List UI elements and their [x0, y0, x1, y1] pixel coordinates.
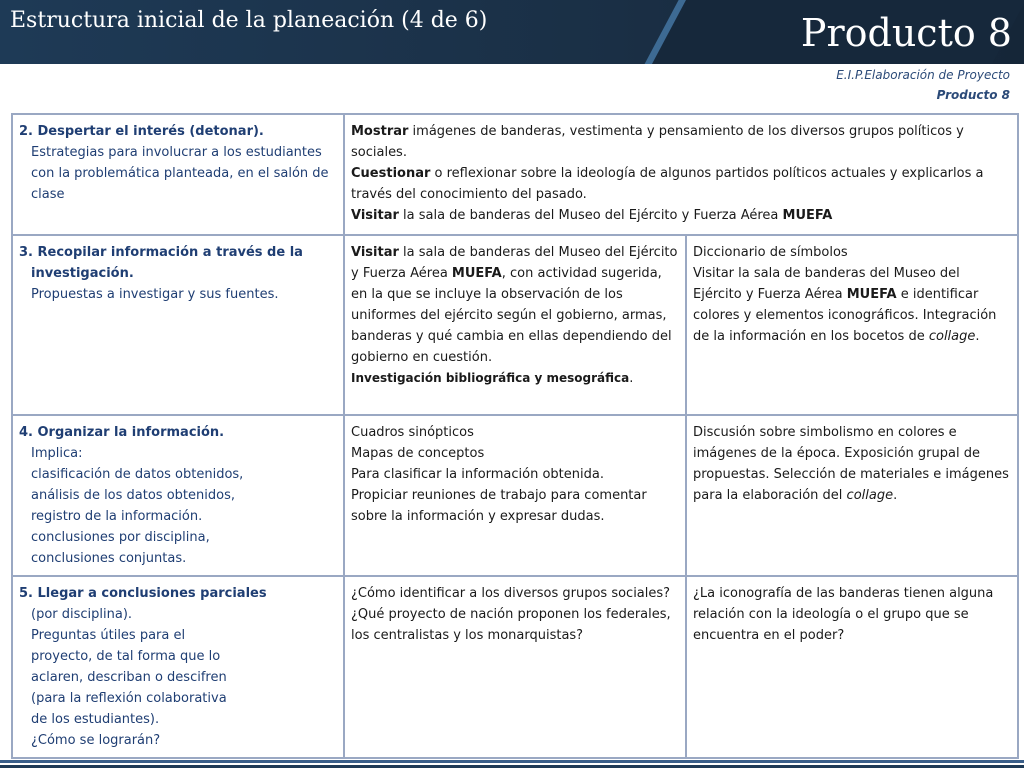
stage-description: Propuestas a investigar y sus fuentes. [31, 287, 279, 302]
table-row [12, 415, 1018, 576]
planning-table [11, 113, 1019, 759]
stage-title: 5. Llegar a conclusiones parciales [19, 586, 267, 601]
resource-cell: ¿La iconografía de las banderas tienen alguna relación con la ideología o el grupo que se encuentra en el poder? [686, 576, 1018, 758]
table-row [12, 114, 1018, 235]
stage-cell: 5. Llegar a conclusiones parciales (por disciplina). Preguntas útiles para el proyecto, de tal forma que lo aclaren, describan o descifren (para la reflexión colaborativa de los estudiantes). ¿Cómo se lograrán? [12, 576, 344, 758]
subtitle-project: E.I.P.Elaboración de Proyecto [836, 68, 1010, 82]
resource-cell: Discusión sobre simbolismo en colores e imágenes de la época. Exposición grupal de propuestas. Selección de materiales e imágenes para la elaboración del collage. [686, 415, 1018, 576]
activity-cell [344, 114, 1018, 235]
stage-description: Estrategias para involucrar a los estudiantes con la problemática planteada, en el salón de clase [31, 145, 329, 202]
resource-cell: Diccionario de símbolos Visitar la sala de banderas del Museo del Ejército y Fuerza Aérea MUEFA e identificar colores y elementos iconográficos. Integración de la información en los bocetos de collage. [686, 235, 1018, 415]
stage-title: 4. Organizar la información. [19, 425, 225, 440]
stage-title: 2. Despertar el interés (detonar). [19, 124, 264, 139]
table-row [12, 235, 1018, 415]
footer-line [0, 760, 1024, 763]
activity-cell: Cuadros sinópticos Mapas de conceptos Para clasificar la información obtenida. Propiciar reuniones de trabajo para comentar sobre la información y expresar dudas. [344, 415, 686, 576]
stage-title: 3. Recopilar información a través de la [19, 245, 303, 260]
activity-line: Visitar la sala de banderas del Museo del Ejército y Fuerza Aérea MUEFA [351, 208, 833, 223]
subtitle-product: Producto 8 [936, 88, 1010, 102]
activity-cell: Visitar la sala de banderas del Museo del Ejército y Fuerza Aérea MUEFA, con actividad sugerida, en la que se incluye la observación de los uniformes del ejército según el gobierno, armas, banderas y qué cambia en ellas dependiendo del gobierno en cuestión. Investigación bibliográfica y mesográfica. [344, 235, 686, 415]
resource-title: Diccionario de símbolos [693, 245, 848, 260]
product-title: Producto 8 [800, 11, 1012, 55]
stage-cell: 4. Organizar la información. Implica: clasificación de datos obtenidos, análisis de los datos obtenidos, registro de la información. conclusiones por disciplina, conclusiones conjuntas. [12, 415, 344, 576]
stage-title-cont: investigación. [31, 266, 134, 281]
table-row [12, 576, 1018, 758]
activity-line: Cuestionar o reflexionar sobre la ideología de algunos partidos políticos actuales y explicarlos a través del conocimiento del pasado. [351, 166, 984, 202]
slide-title: Estructura inicial de la planeación (4 de 6) [10, 8, 488, 33]
stage-cell [12, 235, 344, 415]
header-banner [0, 0, 1024, 64]
stage-cell [12, 114, 344, 235]
activity-cell: ¿Cómo identificar a los diversos grupos sociales? ¿Qué proyecto de nación proponen los federales, los centralistas y los monarquistas? [344, 576, 686, 758]
activity-line: Mostrar imágenes de banderas, vestimenta y pensamiento de los diversos grupos políticos y sociales. [351, 124, 964, 160]
